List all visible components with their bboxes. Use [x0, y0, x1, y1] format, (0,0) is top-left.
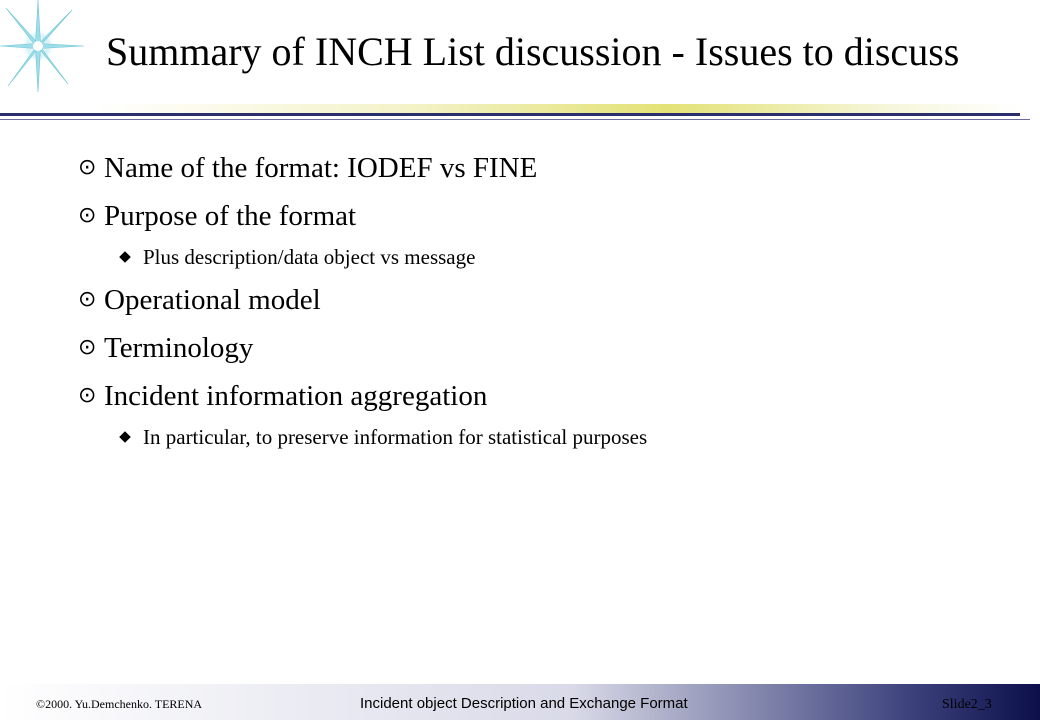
circle-dot-bullet-icon: ⊙	[78, 383, 97, 408]
bullet-text: Name of the format: IODEF vs FINE	[104, 152, 538, 184]
bullet-text: Terminology	[104, 332, 254, 364]
diamond-bullet-icon	[119, 431, 131, 443]
slide-title: Summary of INCH List discussion - Issues to discuss	[106, 29, 960, 74]
sub-bullet-text: Plus description/data object vs message	[143, 245, 476, 269]
bullet-item	[78, 148, 1018, 188]
bullet-list	[78, 148, 1018, 456]
title-divider	[0, 102, 1040, 124]
circle-dot-bullet-icon: ⊙	[78, 155, 97, 180]
starburst-icon	[0, 0, 90, 104]
bullet-text: Incident information aggregation	[104, 380, 488, 412]
sub-bullet-item	[78, 422, 1018, 452]
bullet-text: Operational model	[104, 284, 321, 316]
bullet-item	[78, 376, 1018, 416]
bullet-item	[78, 196, 1018, 236]
bullet-item	[78, 280, 1018, 320]
footer-copyright: ©2000. Yu.Demchenko. TERENA	[36, 697, 203, 711]
circle-dot-bullet-icon: ⊙	[78, 287, 97, 312]
sub-bullet-item	[78, 242, 1018, 272]
circle-dot-bullet-icon: ⊙	[78, 335, 97, 360]
bullet-item	[78, 328, 1018, 368]
footer-presentation-title: Incident object Description and Exchange Format	[360, 695, 688, 712]
sub-bullet-text: In particular, to preserve information for statistical purposes	[143, 425, 648, 449]
bullet-text: Purpose of the format	[104, 200, 357, 232]
diamond-bullet-icon	[119, 251, 131, 263]
footer-slide-number: Slide2_3	[942, 697, 992, 712]
circle-dot-bullet-icon: ⊙	[78, 203, 97, 228]
